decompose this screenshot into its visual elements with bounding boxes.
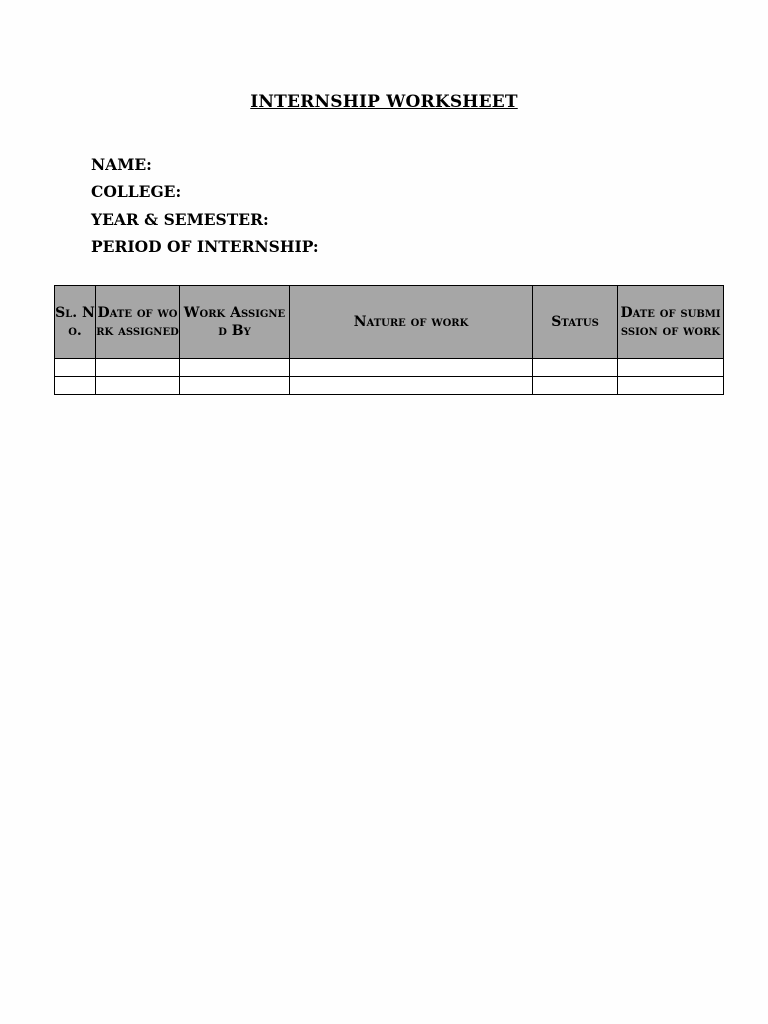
table-cell[interactable] [533, 359, 618, 377]
table-row [55, 377, 724, 395]
name-label: NAME: [91, 155, 152, 174]
header-date-submission: Date of submission of work [618, 286, 724, 359]
table-cell[interactable] [618, 359, 724, 377]
table-cell[interactable] [55, 377, 96, 395]
info-fields [91, 155, 319, 264]
table-cell[interactable] [618, 377, 724, 395]
table-cell[interactable] [290, 377, 533, 395]
table-cell[interactable] [55, 359, 96, 377]
header-assigned-by: Work Assigned By [180, 286, 290, 359]
header-date-assigned: Date of work assigned [96, 286, 180, 359]
table-cell[interactable] [180, 377, 290, 395]
internship-period-label: PERIOD OF INTERNSHIP: [91, 236, 319, 256]
table-cell[interactable] [533, 377, 618, 395]
table-cell[interactable] [180, 359, 290, 377]
document-title: INTERNSHIP WORKSHEET [250, 92, 518, 112]
table-cell[interactable] [96, 377, 180, 395]
header-sl-no: Sl. No. [55, 286, 96, 359]
table-row [55, 359, 724, 377]
college-label: COLLEGE: [91, 182, 182, 202]
table-header-row [55, 286, 724, 359]
work-log-table [54, 285, 724, 395]
year-semester-label: YEAR & SEMESTER: [91, 209, 269, 229]
header-nature-of-work: Nature of work [290, 286, 533, 359]
table-cell[interactable] [290, 359, 533, 377]
table-cell[interactable] [96, 359, 180, 377]
header-status: Status [533, 286, 618, 359]
